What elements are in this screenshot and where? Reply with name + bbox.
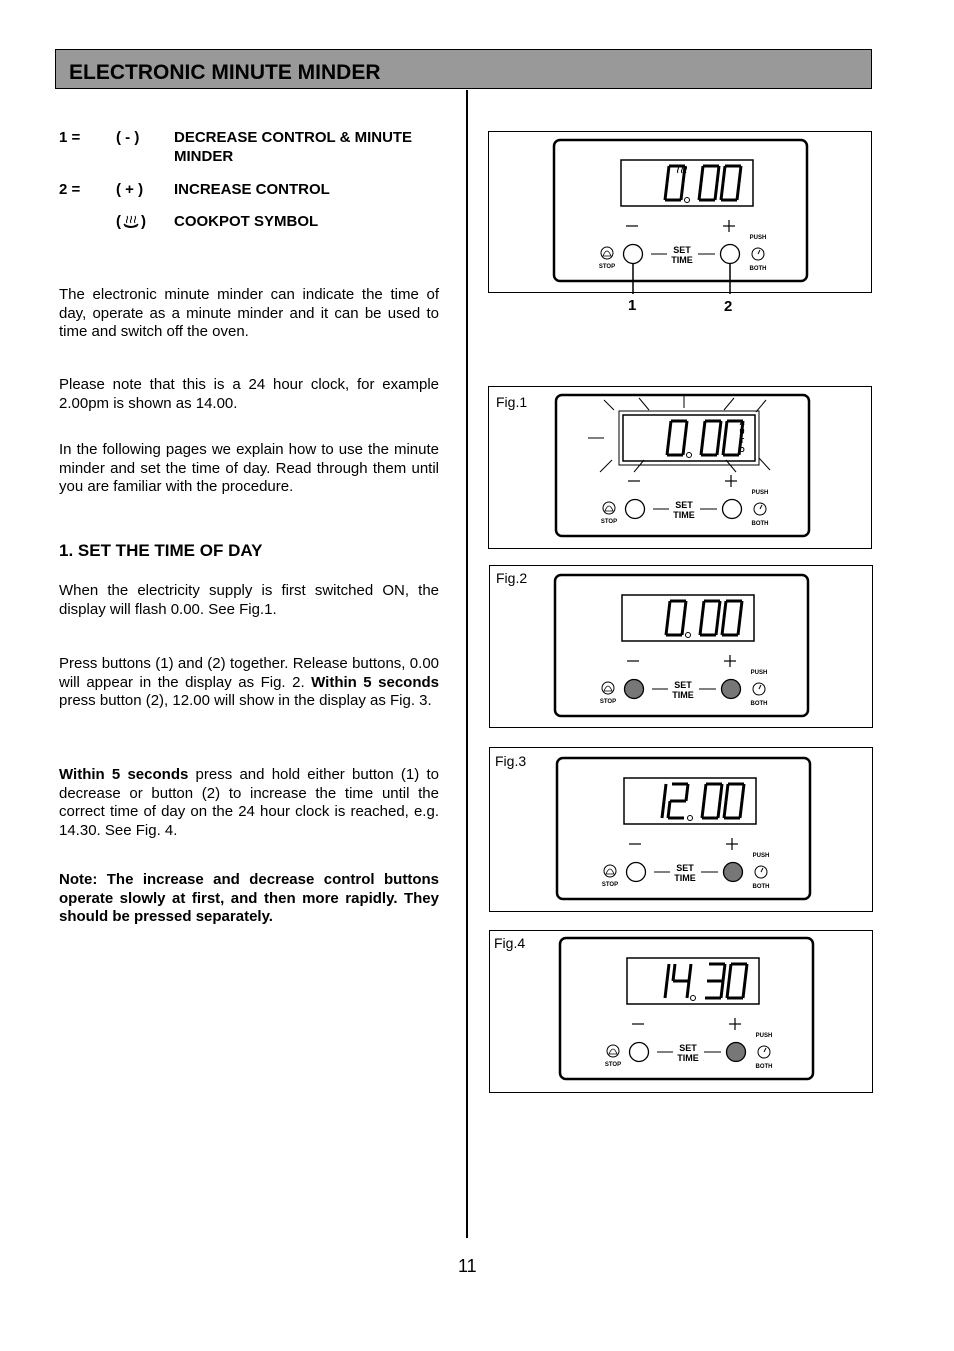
lcd-segment — [740, 801, 742, 818]
lcd-segment — [717, 438, 719, 455]
lcd-segment — [681, 183, 683, 200]
decrease-button — [626, 500, 645, 519]
push-label: PUSH — [750, 670, 768, 676]
stop-label: STOP — [598, 264, 616, 270]
legend-sym-minus: ( - ) — [116, 129, 140, 146]
push-label: PUSH — [749, 235, 767, 241]
panel-group — [557, 758, 810, 899]
lcd-segment — [721, 183, 723, 200]
lcd-segment — [666, 618, 668, 635]
decrease-button — [625, 680, 644, 699]
lcd-segment — [667, 166, 669, 183]
section-paragraph-1: When the electricity supply is first switched ON, the display will flash 0.00. See Fig.1. — [59, 582, 439, 618]
time-label: TIME — [672, 690, 694, 700]
lcd-segment — [702, 801, 704, 818]
increase-button — [724, 863, 743, 882]
lcd-segment — [682, 618, 684, 635]
auto-indicator-letter: U — [739, 429, 745, 436]
figure-3 — [489, 747, 873, 912]
lcd-segment — [745, 964, 747, 981]
lcd-segment — [724, 801, 726, 818]
bell-icon — [602, 682, 614, 694]
lcd-segment — [704, 784, 706, 801]
lcd-segment — [723, 166, 725, 183]
bell-icon — [607, 1045, 619, 1057]
lcd-segment — [719, 421, 721, 438]
lcd-segment — [722, 618, 724, 635]
stop-label: STOP — [601, 882, 619, 888]
time-label: TIME — [677, 1053, 699, 1063]
set-label: SET — [679, 1043, 697, 1053]
time-label: TIME — [671, 255, 693, 265]
lcd-segment — [673, 964, 675, 981]
figure-1 — [488, 386, 872, 549]
lcd-segment — [686, 784, 688, 801]
both-label: BOTH — [751, 521, 769, 527]
increase-button — [721, 245, 740, 264]
stop-label: STOP — [599, 699, 617, 705]
lcd-segment — [669, 421, 671, 438]
increase-button — [722, 680, 741, 699]
lcd-segment — [683, 438, 685, 455]
auto-indicator-letter: A — [739, 420, 745, 427]
callout-label-1: 1 — [628, 297, 637, 314]
lcd-segment — [701, 166, 703, 183]
column-divider — [466, 90, 468, 1238]
lcd-segment — [667, 438, 669, 455]
lcd-segment — [737, 183, 739, 200]
auto-indicator-letter: T — [739, 438, 745, 445]
lcd-segment — [718, 801, 720, 818]
lcd-segment — [725, 421, 727, 438]
both-label: BOTH — [752, 884, 770, 890]
intro-paragraph-3: In the following pages we explain how to use the minute minder and set the time of day. Read through them until you are familiar with the procedure. — [59, 441, 439, 495]
panel-group — [555, 575, 808, 716]
page-title: ELECTRONIC MINUTE MINDER — [69, 61, 381, 84]
push-label: PUSH — [752, 853, 770, 859]
stop-label: STOP — [600, 519, 618, 525]
control-panel-diagram — [489, 132, 873, 294]
figure-label: Fig.4 — [494, 935, 526, 951]
increase-button — [727, 1043, 746, 1062]
legend-desc-cookpot: COOKPOT SYMBOL — [174, 213, 319, 230]
control-panel-diagram — [489, 387, 873, 550]
lcd-segment — [664, 784, 666, 801]
bell-icon — [604, 865, 616, 877]
lcd-segment — [742, 784, 744, 801]
figure-label: Fig.3 — [495, 753, 527, 769]
panel-group — [556, 395, 809, 536]
bell-icon — [601, 247, 613, 259]
callout-label-2: 2 — [724, 298, 733, 315]
lcd-segment — [684, 601, 686, 618]
lcd-segment — [665, 183, 667, 200]
intro-paragraph-1: The electronic minute minder can indicate the time of day, operate as a minute minder and it can be used to time and switch off the oven. — [59, 286, 439, 340]
figure-2 — [489, 565, 873, 728]
lcd-segment — [665, 981, 667, 998]
figure-top — [488, 131, 872, 293]
lcd-segment — [718, 601, 720, 618]
lcd-segment — [715, 183, 717, 200]
legend-sym-cookpot: ( ) — [116, 213, 146, 230]
set-label: SET — [675, 500, 693, 510]
lcd-segment — [743, 981, 745, 998]
lcd-segment — [726, 784, 728, 801]
control-panel-diagram — [490, 566, 874, 729]
stop-label: STOP — [604, 1062, 622, 1068]
push-label: PUSH — [751, 490, 769, 496]
push-label: PUSH — [755, 1033, 773, 1039]
lcd-segment — [662, 801, 664, 818]
section-paragraph-3: Within 5 seconds press and hold either button (1) to decrease or button (2) to increase the time until the correct time of day on the 24 hour clock is reached, e.g. 14.30. See Fig. 4. — [59, 766, 439, 839]
lcd-segment — [723, 964, 725, 981]
cookpot-icon — [121, 213, 141, 229]
figure-4 — [489, 930, 873, 1093]
set-label: SET — [676, 863, 694, 873]
time-label: TIME — [673, 510, 695, 520]
lcd-segment — [740, 601, 742, 618]
lcd-segment — [720, 784, 722, 801]
panel-group — [554, 140, 807, 294]
figure-label: Fig.2 — [496, 570, 528, 586]
lcd-segment — [738, 618, 740, 635]
legend-num-2: 2 = — [59, 181, 81, 198]
lcd-segment — [683, 166, 685, 183]
set-label: SET — [673, 245, 691, 255]
legend-sym-plus: ( + ) — [116, 181, 144, 198]
intro-paragraph-2: Please note that this is a 24 hour clock, for example 2.00pm is shown as 14.00. — [59, 376, 439, 412]
lcd-segment — [699, 183, 701, 200]
decrease-button — [624, 245, 643, 264]
lcd-segment — [729, 964, 731, 981]
set-label: SET — [674, 680, 692, 690]
lcd-segment — [717, 166, 719, 183]
section-paragraph-2: Press buttons (1) and (2) together. Release buttons, 0.00 will appear in the display as Fig. 2. Within 5 seconds press button (2), 12.00 will show in the display as Fig. 3. — [59, 655, 440, 709]
lcd-segment — [716, 618, 718, 635]
bell-icon — [603, 502, 615, 514]
lcd-segment — [702, 601, 704, 618]
time-label: TIME — [674, 873, 696, 883]
both-label: BOTH — [750, 701, 768, 707]
lcd-segment — [723, 438, 725, 455]
legend-desc-increase: INCREASE CONTROL — [174, 181, 330, 198]
section-note: Note: The increase and decrease control buttons operate slowly at first, and then more rapidly. They should be pressed separately. — [59, 871, 439, 925]
lcd-segment — [687, 981, 689, 998]
lcd-segment — [721, 981, 723, 998]
lcd-segment — [727, 981, 729, 998]
decrease-button — [630, 1043, 649, 1062]
panel-group — [560, 938, 813, 1079]
control-panel-diagram — [490, 748, 874, 913]
control-panel-diagram — [490, 931, 874, 1094]
legend-desc-decrease: DECREASE CONTROL & MINUTE MINDER — [174, 129, 413, 165]
section-heading: 1. SET THE TIME OF DAY — [59, 541, 263, 560]
lcd-segment — [700, 618, 702, 635]
lcd-segment — [703, 421, 705, 438]
lcd-segment — [667, 964, 669, 981]
title-bar — [55, 49, 872, 89]
lcd-segment — [689, 964, 691, 981]
auto-indicator-letter: O — [739, 447, 745, 454]
lcd-segment — [668, 801, 670, 818]
decrease-button — [627, 863, 646, 882]
lcd-segment — [701, 438, 703, 455]
page-number: 11 — [458, 1256, 477, 1276]
increase-button — [723, 500, 742, 519]
legend-num-1: 1 = — [59, 129, 81, 146]
both-label: BOTH — [755, 1064, 773, 1070]
lcd-segment — [724, 601, 726, 618]
lcd-segment — [668, 601, 670, 618]
lcd-segment — [739, 166, 741, 183]
figure-label: Fig.1 — [496, 394, 528, 410]
lcd-segment — [685, 421, 687, 438]
both-label: BOTH — [749, 266, 767, 272]
